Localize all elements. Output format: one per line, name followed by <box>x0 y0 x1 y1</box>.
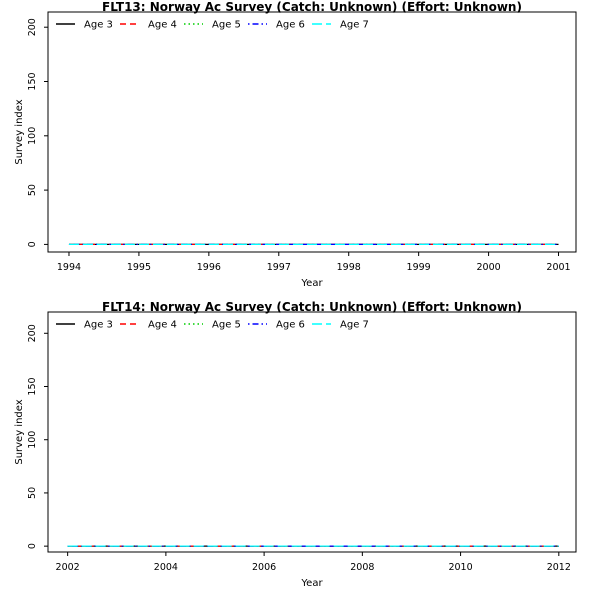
y-axis-label: Survey index <box>14 99 25 165</box>
legend-label: Age 7 <box>340 319 369 331</box>
x-tick-label: 2010 <box>448 562 473 573</box>
x-tick-label: 1996 <box>196 262 221 273</box>
legend-label: Age 5 <box>212 19 241 31</box>
y-axis-label: Survey index <box>14 399 25 465</box>
legend <box>56 320 369 331</box>
y-tick-label: 50 <box>27 184 38 197</box>
y-tick-label: 0 <box>27 543 38 550</box>
chart-title: FLT14: Norway Ac Survey (Catch: Unknown) (Effort: Unknown) <box>102 300 522 314</box>
plot-frame <box>48 12 576 252</box>
x-tick-label: 2002 <box>55 562 80 573</box>
legend-label: Age 6 <box>276 19 305 31</box>
y-tick-label: 150 <box>27 377 38 396</box>
x-axis <box>57 252 571 273</box>
legend-label: Age 3 <box>84 19 113 31</box>
x-tick-label: 1998 <box>336 262 361 273</box>
x-axis-label: Year <box>301 278 323 289</box>
chart-panel-flt13 <box>14 0 576 289</box>
legend-label: Age 6 <box>276 319 305 331</box>
y-tick-label: 0 <box>27 241 38 248</box>
y-tick-label: 200 <box>27 18 38 37</box>
x-tick-label: 2008 <box>350 562 375 573</box>
legend-label: Age 7 <box>340 19 369 31</box>
plot-frame <box>48 312 576 552</box>
x-axis <box>56 552 571 573</box>
legend-label: Age 3 <box>84 319 113 331</box>
x-tick-label: 1997 <box>266 262 291 273</box>
legend-label: Age 5 <box>212 319 241 331</box>
legend-label: Age 4 <box>148 19 177 31</box>
y-tick-label: 100 <box>27 430 38 449</box>
y-tick-label: 100 <box>27 126 38 145</box>
legend <box>56 20 369 31</box>
x-tick-label: 2004 <box>153 562 178 573</box>
y-axis <box>27 18 48 247</box>
y-tick-label: 50 <box>27 486 38 499</box>
x-tick-label: 2006 <box>252 562 277 573</box>
y-tick-label: 150 <box>27 72 38 91</box>
x-tick-label: 1999 <box>406 262 431 273</box>
x-tick-label: 2001 <box>546 262 571 273</box>
x-tick-label: 1995 <box>126 262 152 273</box>
legend-label: Age 4 <box>148 319 177 331</box>
x-axis-label: Year <box>301 578 323 589</box>
y-axis <box>27 324 48 549</box>
x-tick-label: 1994 <box>56 262 82 273</box>
y-tick-label: 200 <box>27 324 38 343</box>
chart-title: FLT13: Norway Ac Survey (Catch: Unknown) (Effort: Unknown) <box>102 0 522 14</box>
x-tick-label: 2012 <box>546 562 571 573</box>
chart-panel-flt14 <box>14 300 576 589</box>
x-tick-label: 2000 <box>476 262 501 273</box>
